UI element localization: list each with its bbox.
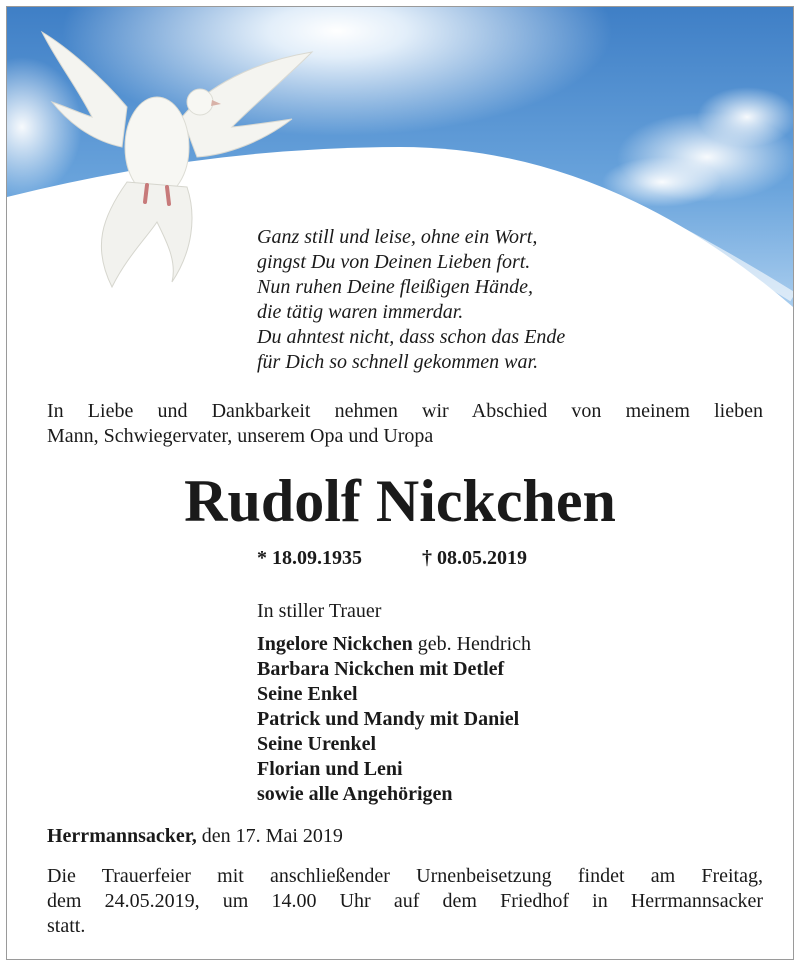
mourner-line: sowie alle Angehörigen <box>257 783 453 805</box>
date: den 17. Mai 2019 <box>196 825 343 847</box>
mourner-name: Ingelore Nickchen <box>257 633 413 655</box>
deceased-name: Rudolf Nickchen <box>184 468 616 534</box>
place: Herrmannsacker, <box>47 825 197 847</box>
mourner-line <box>257 632 531 657</box>
mourner-line: Barbara Nickchen mit Detlef <box>257 658 505 680</box>
place-date <box>47 824 343 849</box>
poem-line: für Dich so schnell gekommen war. <box>257 351 539 373</box>
funeral-service-info <box>47 864 763 939</box>
maiden-name: geb. Hendrich <box>412 633 532 655</box>
poem-line: Ganz still und leise, ohne ein Wort, <box>257 226 538 248</box>
mourner-line: Florian und Leni <box>257 758 403 780</box>
obituary-card <box>6 6 794 960</box>
mourning-heading: In stiller Trauer <box>257 600 382 622</box>
poem-line: die tätig waren immerdar. <box>257 301 464 323</box>
poem-line: gingst Du von Deinen Lieben fort. <box>257 251 531 273</box>
intro-line: In Liebe und Dankbarkeit nehmen wir Abschied von meinem lieben <box>47 400 763 422</box>
service-line: Die Trauerfeier mit anschließender Urnenbeisetzung findet am Freitag, <box>47 865 763 887</box>
poem-line: Nun ruhen Deine fleißigen Hände, <box>257 276 534 298</box>
poem <box>257 225 565 375</box>
death-date: † 08.05.2019 <box>422 547 527 569</box>
mourner-line: Seine Urenkel <box>257 733 377 755</box>
intro-line: Mann, Schwiegervater, unserem Opa und Uropa <box>47 425 434 447</box>
mourner-line: Seine Enkel <box>257 683 358 705</box>
service-line: statt. <box>47 915 86 937</box>
birth-date: * 18.09.1935 <box>257 547 362 569</box>
mourner-line: Patrick und Mandy mit Daniel <box>257 708 520 730</box>
service-line: dem 24.05.2019, um 14.00 Uhr auf dem Friedhof in Herrmannsacker <box>47 890 763 912</box>
intro-text <box>47 399 763 449</box>
poem-line: Du ahntest nicht, dass schon das Ende <box>257 326 566 348</box>
mourners-list <box>257 632 531 807</box>
